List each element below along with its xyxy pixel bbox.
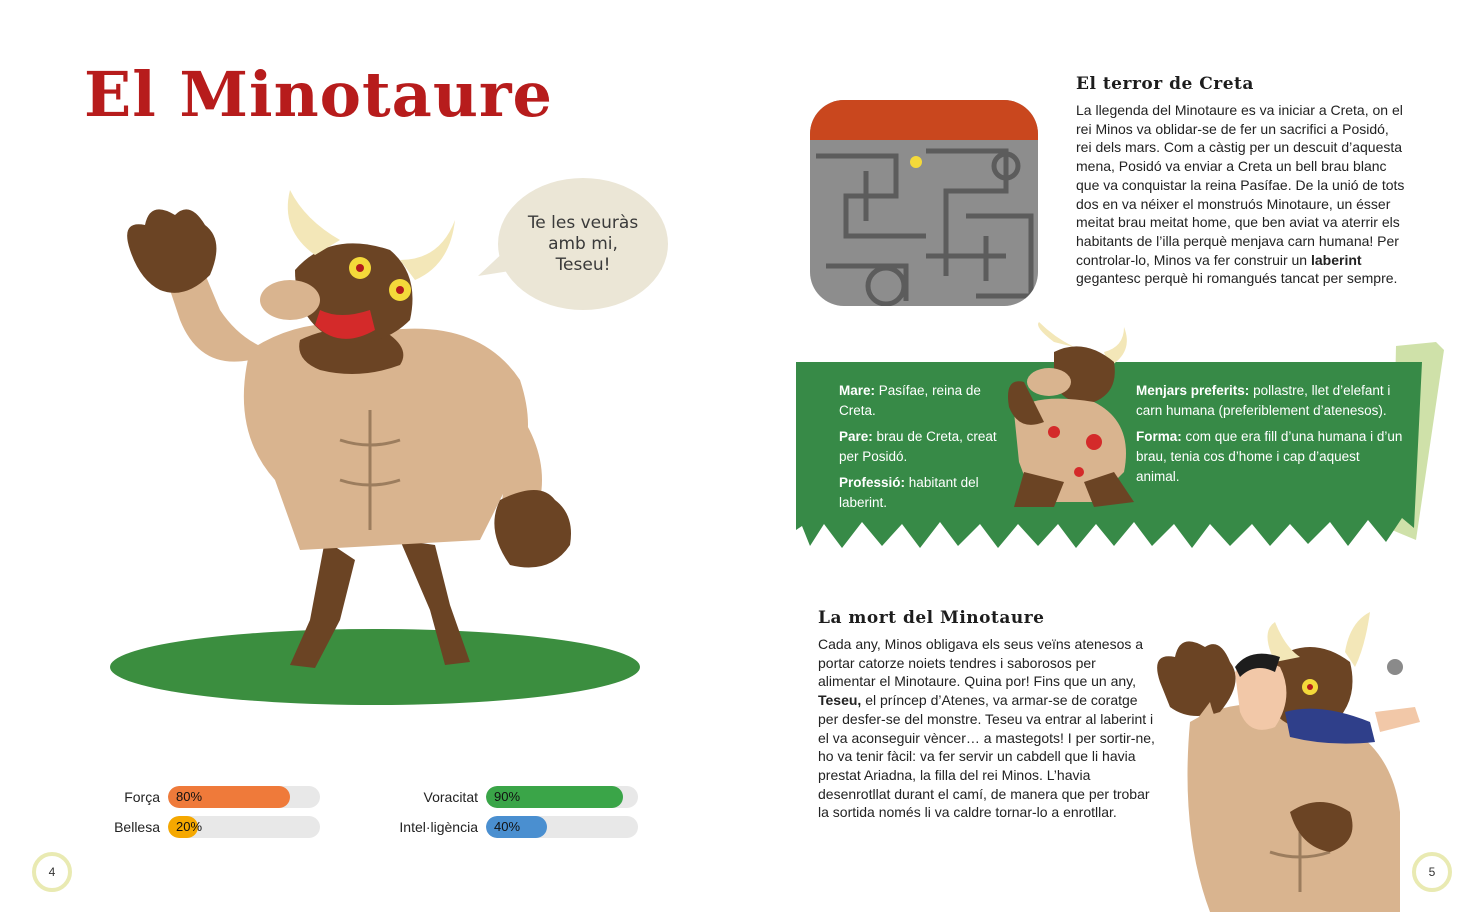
stat-value: 90% xyxy=(494,789,521,804)
fact-menjars xyxy=(1136,381,1404,421)
stat-label: Força xyxy=(124,789,160,805)
page-title: El Minotaure xyxy=(84,58,554,131)
text-part: el príncep d’Atenes, va armar-se de coratge per desfer-se del monstre. Teseu va entrar al laberint i el va aconseguir vèncer… a mastegots! I per sortir-ne, ho va tenir fàcil: va fer servir un cabdell que li havia prestat Ariadna, la filla del rei Minos. L’havia desenrotllat durant el camí, de manera que per trobar la sortida només li va caldre tornar-lo a enrotllar. xyxy=(818,692,1155,821)
text-part: gegantesc perquè hi romangués tancat per sempre. xyxy=(1076,270,1398,287)
section-heading-mort: La mort del Minotaure xyxy=(818,608,1045,628)
stat-intelligencia xyxy=(366,816,638,838)
bold-term: Teseu, xyxy=(818,692,862,709)
minotaur-theseus-illustration xyxy=(1150,612,1430,912)
fact-label: Mare: xyxy=(839,383,876,398)
stat-label: Voracitat xyxy=(423,789,478,805)
stat-label: Bellesa xyxy=(114,819,160,835)
fact-mare xyxy=(839,381,999,421)
page-number-right: 5 xyxy=(1412,852,1452,892)
speech-bubble: Te les veuràs amb mi, Teseu! xyxy=(498,178,668,310)
section-text-terror xyxy=(1076,101,1406,288)
facts-right-column xyxy=(1136,381,1404,493)
stat-value: 20% xyxy=(176,819,203,834)
stat-bar xyxy=(168,786,320,808)
fact-label: Professió: xyxy=(839,475,906,490)
fact-forma xyxy=(1136,427,1404,487)
stat-bar xyxy=(168,816,320,838)
text-part: Cada any, Minos obligava els seus veïns atenesos a portar catorze noiets tendres i saborosos per alimentar el Minotaure. Quina por! Fins que un any, xyxy=(818,636,1144,690)
fact-professio xyxy=(839,473,999,513)
stat-forca xyxy=(48,786,320,808)
section-heading-terror: El terror de Creta xyxy=(1076,74,1254,94)
fact-value: com que era fill d’una humana i d’un brau, tenia cos d’home i cap d’aquest animal. xyxy=(1136,429,1403,484)
stat-label: Intel·ligència xyxy=(399,819,478,835)
fact-label: Menjars preferits: xyxy=(1136,383,1250,398)
minotaur-eating-illustration xyxy=(994,322,1144,512)
fact-label: Forma: xyxy=(1136,429,1182,444)
fact-value: pollastre, llet d’elefant i carn humana (preferiblement d’atenesos). xyxy=(1136,383,1391,418)
fact-value: Pasífae, reina de Creta. xyxy=(839,383,981,418)
stat-bar xyxy=(486,786,638,808)
stat-value: 80% xyxy=(176,789,203,804)
page-number-left: 4 xyxy=(32,852,72,892)
stat-value: 40% xyxy=(494,819,521,834)
fact-value: brau de Creta, creat per Posidó. xyxy=(839,429,997,464)
stat-bar xyxy=(486,816,638,838)
stat-voracitat xyxy=(366,786,638,808)
fact-label: Pare: xyxy=(839,429,873,444)
text-part: La llegenda del Minotaure es va iniciar a Creta, on el rei Minos va oblidar-se de fer un sacrifici a Posidó, rei dels mars. Com a càstig per un descuit d’aquesta mena, Posidó va enviar a Creta un bell brau blanc que va conquistar la reina Pasífae. De la unió de tots dos en va néixer el monstruós Minotaure, un ésser meitat brau meitat home, que ben aviat va aterrir els habitants de l’illa perquè menjava carn humana! Per controlar-lo, Minos va fer construir un xyxy=(1076,102,1405,268)
stat-bellesa xyxy=(48,816,320,838)
fact-pare xyxy=(839,427,999,467)
bold-term: laberint xyxy=(1310,251,1362,268)
facts-left-column xyxy=(839,381,999,519)
fact-value: habitant del laberint. xyxy=(839,475,979,510)
labyrinth-illustration xyxy=(806,96,1042,310)
section-text-mort xyxy=(818,635,1156,822)
